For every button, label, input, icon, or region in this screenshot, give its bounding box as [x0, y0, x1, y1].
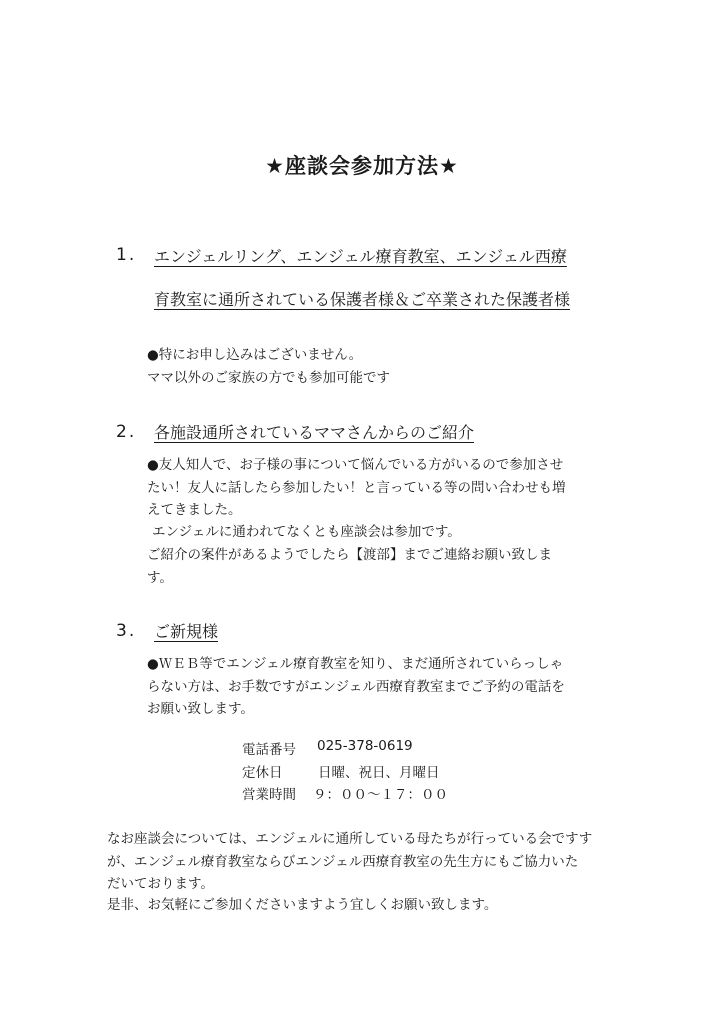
section-body-line: す。 — [147, 570, 173, 586]
contact-label-hours: 営業時間 — [242, 787, 296, 803]
footer-line: 是非、お気軽にご参加くださいますよう宜しくお願い致します。 — [107, 897, 498, 913]
section-body-line: えてきました。 — [147, 502, 242, 518]
section-heading-line: ご新規様 — [154, 622, 219, 641]
contact-label-phone: 電話番号 — [242, 742, 296, 758]
contact-label-closed: 定休日 — [242, 765, 283, 781]
section-heading-line: 育教室に通所されている保護者様＆ご卒業された保護者様 — [154, 290, 571, 309]
section-body-line: エンジェルに通われてなくとも座談会は参加です。 — [152, 524, 461, 540]
section-body-line: たい！友人に話したら参加したい！と言っている等の問い合わせも増 — [147, 480, 566, 496]
section-heading-line: エンジェルリング、エンジェル療育教室、エンジェル西療 — [154, 247, 567, 266]
page-title: ★座談会参加方法★ — [265, 154, 459, 178]
section-number: 1. — [116, 245, 137, 265]
section-body-line: らない方は、お手数ですがエンジェル西療育教室までご予約の電話を — [147, 679, 565, 695]
section-body-line: ●ＷＥＢ等でエンジェル療育教室を知り、まだ通所されていらっしゃ — [147, 656, 564, 672]
section-number: 3. — [116, 621, 137, 641]
footer-line: だいております。 — [107, 876, 214, 892]
section-body-line: ママ以外のご家族の方でも参加可能です — [147, 370, 390, 386]
section-number: 2. — [116, 422, 137, 442]
section-body-line: ●特にお申し込みはございません。 — [147, 347, 363, 363]
section-body-line: ご紹介の案件があるようでしたら【渡部】までご連絡お願い致しま — [147, 547, 552, 563]
footer-line: なお座談会については、エンジェルに通所している母たちが行っている会ですす — [107, 831, 593, 847]
contact-value-hours: ９：００〜１７：００ — [313, 787, 448, 803]
contact-value-closed: 日曜、祝日、月曜日 — [318, 765, 440, 781]
section-body-line: お願い致します。 — [147, 701, 254, 717]
section-heading-line: 各施設通所されているママさんからのご紹介 — [154, 423, 475, 442]
footer-line: が、エンジェル療育教室ならびエンジェル西療育教室の先生方にもご協力いた — [107, 854, 579, 870]
contact-value-phone: 025-378-0619 — [317, 738, 413, 754]
section-body-line: ●友人知人で、お子様の事について悩んでいる方がいるので参加させ — [147, 457, 564, 473]
